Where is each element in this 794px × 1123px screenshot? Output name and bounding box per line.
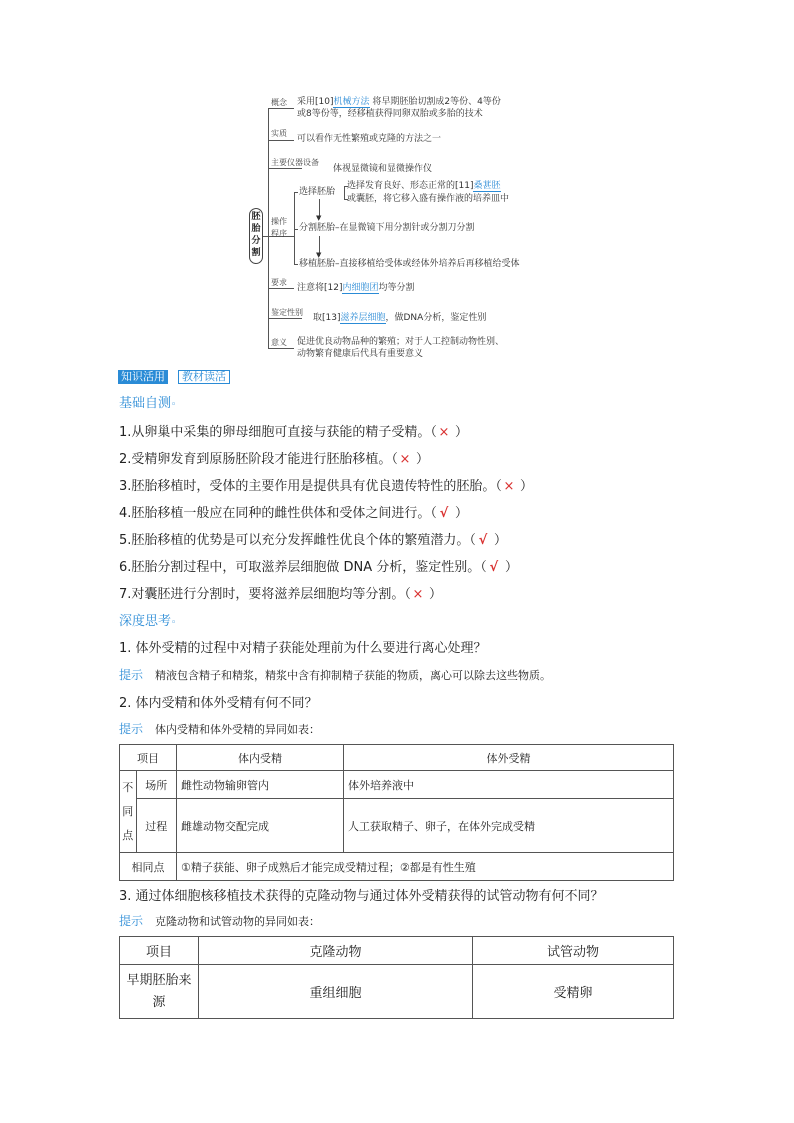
deep-question-2: 2. 体内受精和体外受精有何不同？ [119, 696, 318, 711]
table-header: 项目 [120, 745, 177, 771]
deep-answer-3: 提示 克隆动物和试管动物的异同如表： [119, 914, 321, 928]
table-row [120, 937, 674, 965]
table-cell: 场所 [136, 771, 176, 799]
table-cell: 雌性动物输卵管内 [177, 771, 344, 799]
table-cell: 过程 [136, 799, 176, 853]
selftest-item: 6.胚胎分割过程中，可取滋养层细胞做 DNA 分析，鉴定性别。（ √ ） [119, 560, 518, 575]
step3-text: 移植胚胎–直接移植给受体或经体外培养后再移植给受体 [299, 259, 520, 269]
tag-textbook: 教材读活 [178, 370, 230, 384]
table-header: 项目 [120, 937, 199, 965]
instrument-text: 体视显微镜和显微操作仪 [333, 164, 433, 174]
meaning-text: 促进优良动物品种的繁殖；对于人工控制动物性别、 [297, 337, 505, 347]
selftest-item: 3.胚胎移植时，受体的主要作用是提供具有优良遗传特性的胚胎。（ × ） [119, 479, 534, 494]
selftest-item: 5.胚胎移植的优势是可以充分发挥雌性优良个体的繁殖潜力。（ √ ） [119, 533, 508, 548]
table-clone-vs-testtube [119, 936, 674, 1019]
table-cell: 受精卵 [473, 965, 674, 1019]
meaning-label: 意义 [271, 338, 287, 347]
procedure-label-2: 程序 [271, 229, 287, 238]
table-header: 克隆动物 [199, 937, 473, 965]
concept-text-2: 或8等份等，经移植获得同卵双胎或多胎的技术 [297, 109, 483, 119]
deep-answer-1: 提示 精液包含精子和精浆，精浆中含有抑制精子获能的物质，离心可以除去这些物质。 [119, 668, 552, 682]
selftest-heading: 基础自测◦ [119, 396, 177, 411]
table-row [120, 771, 674, 799]
step1-text: 选择发育良好、形态正常的[11]桑葚胚 [347, 181, 501, 191]
selftest-item: 2.受精卵发育到原肠胚阶段才能进行胚胎移植。（ × ） [119, 452, 430, 467]
table-row [120, 745, 674, 771]
table-fertilization [119, 744, 674, 881]
concept-label: 概念 [271, 98, 287, 107]
require-text: 注意将[12]内细胞团均等分割 [297, 283, 415, 293]
mindmap-root: 胚胎分割 [249, 208, 263, 264]
selftest-item: 4.胚胎移植一般应在同种的雌性供体和受体之间进行。（ √ ） [119, 506, 469, 521]
deep-heading: 深度思考◦ [119, 614, 177, 629]
sex-label: 鉴定性别 [271, 308, 303, 317]
deep-question-1: 1. 体外受精的过程中对精子获能处理前为什么要进行离心处理？ [119, 641, 487, 656]
instrument-label: 主要仪器设备 [271, 158, 319, 167]
table-header: 体外受精 [344, 745, 674, 771]
table-header: 体内受精 [177, 745, 344, 771]
table-cell: ①精子获能、卵子成熟后才能完成受精过程；②都是有性生殖 [177, 853, 674, 881]
step1-text-2: 或囊胚，将它移入盛有操作液的培养皿中 [347, 194, 510, 204]
deep-question-3: 3. 通过体细胞核移植技术获得的克隆动物与通过体外受精获得的试管动物有何不同？ [119, 889, 604, 904]
table-row [120, 799, 674, 853]
selftest-item: 1.从卵巢中采集的卵母细胞可直接与获能的精子受精。（ × ） [119, 425, 469, 440]
table-cell: 不同点 [120, 771, 137, 853]
selftest-item: 7.对囊胚进行分割时，要将滋养层细胞均等分割。（ × ） [119, 587, 443, 602]
concept-text: 采用[10]机械方法 将早期胚胎切割成2等份、4等份 [297, 97, 501, 107]
table-cell: 早期胚胎来源 [120, 965, 199, 1019]
meaning-text-2: 动物繁育健康后代具有重要意义 [297, 349, 424, 359]
require-label: 要求 [271, 278, 287, 287]
table-row [120, 853, 674, 881]
table-cell: 重组细胞 [199, 965, 473, 1019]
table-cell: 雌雄动物交配完成 [177, 799, 344, 853]
step1-head: 选择胚胎 [299, 187, 336, 197]
table-header: 试管动物 [473, 937, 674, 965]
essence-text: 可以看作无性繁殖或克隆的方法之一 [297, 134, 442, 144]
procedure-label: 操作 [271, 217, 287, 226]
table-cell: 体外培养液中 [344, 771, 674, 799]
step2-text: 分割胚胎–在显微镜下用分割针或分割刀分割 [299, 223, 475, 233]
deep-answer-2: 提示 体内受精和体外受精的异同如表： [119, 722, 321, 736]
table-cell: 相同点 [120, 853, 177, 881]
table-row [120, 965, 674, 1019]
essence-label: 实质 [271, 129, 287, 138]
sex-text: 取[13]滋养层细胞，做DNA分析，鉴定性别 [313, 313, 487, 323]
table-cell: 人工获取精子、卵子，在体外完成受精 [344, 799, 674, 853]
tag-knowledge: 知识活用 [118, 370, 168, 384]
